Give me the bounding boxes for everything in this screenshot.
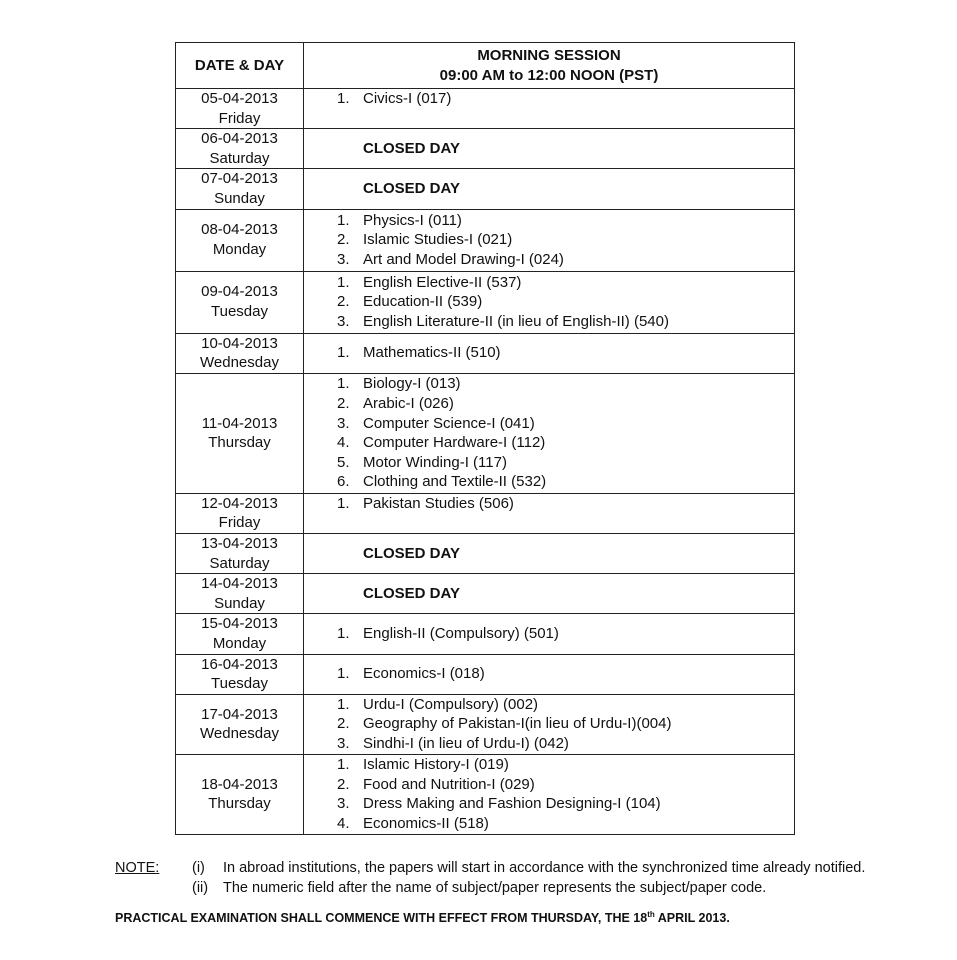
subject-name: Economics-II (518) [363, 814, 489, 832]
table-row [176, 89, 795, 129]
exam-date: 07-04-2013 [201, 170, 278, 188]
note-item [192, 858, 865, 878]
date-cell [176, 694, 304, 754]
exam-day: Monday [212, 241, 267, 259]
subject-item [304, 453, 794, 473]
exam-date: 17-04-2013 [201, 705, 278, 723]
schedule-body [176, 89, 795, 835]
subject-item [304, 664, 794, 684]
exam-date: 10-04-2013 [201, 334, 278, 352]
subject-item [304, 814, 794, 834]
date-cell [176, 271, 304, 333]
table-row [176, 209, 795, 271]
subject-number: 1. [337, 625, 350, 643]
subject-name: Motor Winding-I (117) [363, 453, 507, 471]
subject-item [304, 734, 794, 754]
subject-number: 1. [337, 90, 350, 107]
table-row [176, 169, 795, 209]
subject-item [304, 292, 794, 312]
notice-prefix: PRACTICAL EXAMINATION SHALL COMMENCE WITH EFFECT FROM THURSDAY, THE 18 [115, 911, 648, 926]
exam-day: Saturday [209, 149, 270, 167]
subject-number: 1. [337, 494, 350, 512]
date-cell [176, 209, 304, 271]
subject-number: 1. [337, 665, 350, 683]
date-cell [176, 333, 304, 373]
exam-day: Monday [212, 634, 267, 652]
session-cell [304, 654, 795, 694]
subject-name: Economics-I (018) [363, 665, 485, 683]
exam-date: 16-04-2013 [201, 655, 278, 673]
subject-name: Computer Science-I (041) [363, 414, 535, 432]
subject-number: 4. [337, 434, 350, 452]
subject-name: Urdu-I (Compulsory) (002) [363, 695, 539, 713]
subject-name: Civics-I (017) [363, 90, 452, 107]
date-cell [176, 754, 304, 834]
session-cell [304, 694, 795, 754]
subject-number: 3. [337, 734, 350, 752]
subject-number: 3. [337, 414, 350, 432]
subject-item [304, 89, 794, 109]
exam-date: 05-04-2013 [201, 90, 278, 107]
notice-suffix: APRIL 2013. [654, 911, 730, 926]
table-row [176, 533, 795, 573]
exam-date: 06-04-2013 [201, 130, 278, 148]
subject-name: Physics-I (011) [363, 211, 462, 229]
exam-date: 13-04-2013 [201, 534, 278, 552]
subject-number: 6. [337, 473, 350, 491]
note-item-text: The numeric field after the name of subject/paper represents the subject/paper code. [223, 880, 767, 896]
subject-number: 1. [337, 344, 350, 362]
table-header-row [176, 43, 795, 89]
exam-day: Tuesday [211, 675, 268, 693]
subject-number: 2. [337, 775, 350, 793]
subject-number: 2. [337, 231, 350, 249]
subject-name: Mathematics-II (510) [363, 344, 501, 362]
session-cell [304, 533, 795, 573]
subject-item [304, 794, 794, 814]
table-row [176, 654, 795, 694]
table-row [176, 333, 795, 373]
date-cell [176, 654, 304, 694]
exam-date: 14-04-2013 [201, 575, 278, 593]
session-cell [304, 614, 795, 654]
exam-day: Wednesday [200, 725, 279, 743]
subject-number: 1. [337, 211, 350, 229]
subject-item [304, 695, 794, 715]
date-cell [176, 373, 304, 493]
session-cell [304, 271, 795, 333]
date-day-header: DATE & DAY [176, 43, 304, 89]
exam-date: 09-04-2013 [201, 283, 278, 301]
table-row [176, 493, 795, 533]
session-title: MORNING SESSION [477, 46, 621, 64]
subject-number: 5. [337, 453, 350, 471]
closed-day-label: CLOSED DAY [363, 584, 460, 602]
session-cell [304, 129, 795, 169]
subject-item [304, 494, 794, 514]
subject-number: 4. [337, 814, 350, 832]
subject-name: Computer Hardware-I (112) [363, 434, 546, 452]
exam-day: Friday [218, 514, 261, 532]
exam-day: Saturday [209, 554, 270, 572]
subject-item [304, 211, 794, 231]
subject-name: Art and Model Drawing-I (024) [363, 250, 564, 268]
table-row [176, 574, 795, 614]
subject-item [304, 433, 794, 453]
date-cell [176, 574, 304, 614]
exam-day: Sunday [214, 189, 265, 207]
date-cell [176, 493, 304, 533]
subject-item [304, 755, 794, 775]
subject-item [304, 394, 794, 414]
exam-day: Wednesday [200, 354, 279, 372]
subject-number: 3. [337, 312, 350, 330]
table-row [176, 271, 795, 333]
note-item-number: (i) [192, 860, 205, 876]
closed-day-label: CLOSED DAY [363, 544, 460, 562]
table-row [176, 694, 795, 754]
subject-name: Geography of Pakistan-I(in lieu of Urdu-I)(004) [363, 715, 672, 733]
exam-day: Tuesday [211, 303, 268, 321]
exam-day: Thursday [208, 434, 271, 452]
note-item-number: (ii) [192, 880, 209, 896]
exam-date: 11-04-2013 [201, 414, 278, 432]
session-cell [304, 754, 795, 834]
subject-number: 1. [337, 273, 350, 291]
subject-name: Biology-I (013) [363, 375, 461, 393]
closed-day-label: CLOSED DAY [363, 139, 460, 157]
exam-date: 12-04-2013 [201, 494, 278, 512]
date-cell [176, 614, 304, 654]
session-cell [304, 574, 795, 614]
subject-name: Food and Nutrition-I (029) [363, 775, 535, 793]
subject-item [304, 230, 794, 250]
session-cell [304, 169, 795, 209]
exam-day: Sunday [214, 594, 265, 612]
date-cell [176, 533, 304, 573]
practical-exam-notice [115, 910, 730, 925]
subject-name: English-II (Compulsory) (501) [363, 625, 559, 643]
subject-name: Education-II (539) [363, 293, 483, 311]
subject-number: 3. [337, 250, 350, 268]
date-cell [176, 129, 304, 169]
subject-item [304, 273, 794, 293]
session-header [304, 43, 795, 89]
note-item [192, 878, 766, 898]
subject-name: Arabic-I (026) [363, 395, 454, 413]
notice-superscript: th [647, 910, 655, 919]
exam-date: 15-04-2013 [201, 615, 278, 633]
session-cell [304, 373, 795, 493]
exam-date: 08-04-2013 [201, 221, 278, 239]
table-row [176, 754, 795, 834]
subject-item [304, 714, 794, 734]
exam-day: Friday [218, 109, 261, 127]
subject-name: Sindhi-I (in lieu of Urdu-I) (042) [363, 734, 569, 752]
session-cell [304, 493, 795, 533]
subject-item [304, 414, 794, 434]
subject-name: Pakistan Studies (506) [363, 494, 514, 512]
subject-item [304, 343, 794, 363]
session-cell [304, 89, 795, 129]
subject-item [304, 775, 794, 795]
subject-number: 1. [337, 375, 350, 393]
session-cell [304, 209, 795, 271]
exam-day: Thursday [208, 795, 271, 813]
subject-name: Islamic History-I (019) [363, 756, 509, 773]
subject-name: Clothing and Textile-II (532) [363, 473, 547, 491]
table-row [176, 373, 795, 493]
exam-schedule-table [175, 42, 795, 835]
subject-number: 2. [337, 715, 350, 733]
subject-name: Islamic Studies-I (021) [363, 231, 513, 249]
subject-number: 2. [337, 293, 350, 311]
subject-number: 1. [337, 695, 350, 713]
date-cell [176, 89, 304, 129]
subject-number: 1. [337, 756, 350, 773]
note-label: NOTE: [115, 860, 160, 876]
table-row [176, 614, 795, 654]
subject-number: 3. [337, 795, 350, 813]
table-row [176, 129, 795, 169]
subject-name: English Elective-II (537) [363, 273, 522, 291]
subject-item [304, 472, 794, 492]
subject-number: 2. [337, 395, 350, 413]
subject-name: Dress Making and Fashion Designing-I (104) [363, 795, 661, 813]
subject-name: English Literature-II (in lieu of English-II) (540) [363, 312, 669, 330]
note-item-text: In abroad institutions, the papers will start in accordance with the synchronized time already notified. [223, 860, 866, 876]
session-cell [304, 333, 795, 373]
session-time: 09:00 AM to 12:00 NOON (PST) [439, 66, 659, 84]
subject-item [304, 312, 794, 332]
date-cell [176, 169, 304, 209]
closed-day-label: CLOSED DAY [363, 180, 460, 198]
subject-item [304, 250, 794, 270]
exam-date: 18-04-2013 [201, 775, 278, 793]
subject-item [304, 624, 794, 644]
subject-item [304, 374, 794, 394]
